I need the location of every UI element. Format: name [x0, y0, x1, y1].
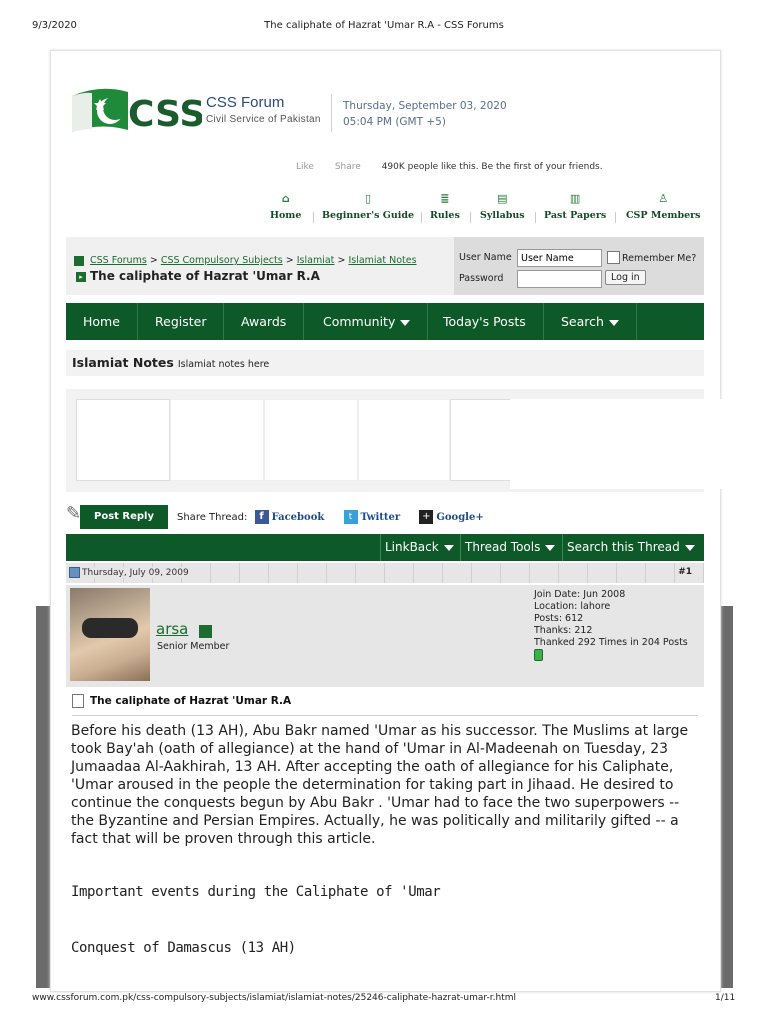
nav-home[interactable]: Home [66, 303, 138, 340]
home-icon: ⌂ [281, 192, 290, 205]
ad-slot[interactable] [170, 399, 264, 481]
ad-slot[interactable] [264, 399, 358, 481]
print-page-number: 1/11 [715, 993, 736, 1003]
forum-subtitle: Islamiat notes here [177, 359, 270, 370]
post-number[interactable]: #1 [678, 567, 692, 577]
password-input[interactable] [517, 270, 602, 288]
post-heading-damascus: Conquest of Damascus (13 AH) [71, 940, 296, 956]
list-icon: ≣ [440, 192, 450, 205]
logo-title: CSS Forum [206, 94, 285, 111]
print-title: The caliphate of Hazrat 'Umar R.A - CSS Forums [264, 20, 504, 31]
nav-register[interactable]: Register [138, 303, 224, 340]
password-label: Password [459, 273, 504, 284]
post-icon [69, 567, 80, 578]
top-nav-beginners-guide[interactable]: ▯ Beginner's Guide [322, 192, 415, 221]
like-count-text: 490K people like this. Be the first of your friends. [381, 162, 603, 172]
ad-slot[interactable] [76, 399, 170, 481]
breadcrumb-compulsory-subjects[interactable]: CSS Compulsory Subjects [160, 255, 283, 266]
linkback-menu[interactable]: LinkBack [380, 534, 458, 561]
facebook-icon: f [255, 510, 269, 524]
breadcrumb-css-forums[interactable]: CSS Forums [90, 255, 147, 266]
page-side-bar-left [36, 606, 50, 988]
username-link[interactable]: arsa [156, 620, 189, 638]
top-nav-syllabus[interactable]: ▤ Syllabus [480, 192, 525, 221]
logo-subtitle: Civil Service of Pakistan [206, 114, 321, 125]
chevron-down-icon [609, 320, 619, 326]
top-nav-home[interactable]: ⌂ Home [270, 192, 302, 221]
share-google[interactable]: Google+ [436, 511, 484, 523]
chevron-down-icon [685, 545, 695, 551]
share-thread [177, 510, 484, 524]
user-stats: Join Date: Jun 2008 Location: lahore Posts: 612 Thanks: 212 Thanked 292 Times in 204 Posts [534, 589, 688, 665]
chevron-down-icon [545, 545, 555, 551]
thread-arrow-icon: ▸ [76, 272, 86, 282]
post-reply-button[interactable]: Post Reply ✎ [66, 503, 170, 531]
login-button[interactable]: Log in [605, 270, 646, 285]
share-label: Share Thread: [177, 511, 248, 523]
ad-overlay [510, 399, 768, 489]
post-title: The caliphate of Hazrat 'Umar R.A [72, 694, 291, 708]
post-user-info [66, 585, 704, 687]
header-divider [331, 94, 332, 132]
main-nav [66, 303, 704, 340]
remember-label: Remember Me? [622, 253, 697, 264]
thread-title: ▸ The caliphate of Hazrat 'Umar R.A [76, 269, 320, 283]
forum-title: Islamiat Notes [72, 355, 174, 370]
post-divider [72, 715, 698, 716]
thread-tools-menu[interactable]: Thread Tools [460, 534, 559, 561]
nav-search[interactable]: Search [544, 303, 637, 340]
nav-awards[interactable]: Awards [224, 303, 304, 340]
online-status-icon [199, 625, 212, 638]
book-icon: ▯ [365, 192, 372, 205]
print-date: 9/3/2020 [32, 20, 77, 31]
breadcrumb [66, 237, 454, 295]
username-input[interactable] [517, 249, 602, 267]
google-plus-icon: + [419, 510, 433, 524]
breadcrumb-islamiat[interactable]: Islamiat [296, 255, 335, 266]
breadcrumb-islamiat-notes[interactable]: Islamiat Notes [348, 255, 417, 266]
chevron-down-icon [444, 545, 454, 551]
login-form [454, 237, 704, 295]
top-nav-past-papers[interactable]: ▥ Past Papers [544, 192, 607, 221]
share-facebook[interactable]: Facebook [271, 511, 325, 523]
user-role: Senior Member [157, 641, 230, 652]
remember-checkbox[interactable] [607, 251, 620, 264]
nav-todays-posts[interactable]: Today's Posts [426, 303, 544, 340]
breadcrumb-links: CSS Forums > CSS Compulsory Subjects > Islamiat > Islamiat Notes [74, 255, 417, 266]
site-logo[interactable] [70, 82, 325, 136]
avatar[interactable] [70, 588, 150, 681]
svg-text:CSS: CSS [128, 94, 202, 135]
post-heading-events: Important events during the Caliphate of 'Umar [71, 884, 441, 900]
username-label: User Name [459, 252, 512, 263]
forum-home-icon [74, 256, 84, 266]
page-side-bar-right [719, 606, 733, 988]
twitter-icon: t [344, 510, 358, 524]
ad-slot[interactable] [358, 399, 450, 481]
papers-icon: ▥ [569, 192, 581, 205]
like-button[interactable]: Like [296, 162, 314, 172]
header-date: Thursday, September 03, 2020 [343, 100, 507, 112]
document-icon: ▤ [497, 192, 508, 205]
share-twitter[interactable]: Twitter [360, 511, 401, 523]
top-nav-rules[interactable]: ≣ Rules [430, 192, 460, 221]
person-icon: ♙ [658, 192, 669, 205]
top-nav-csp-members[interactable]: ♙ CSP Members [626, 192, 701, 221]
post-body: Before his death (13 AH), Abu Bakr named 'Umar as his successor. The Muslims at large took Bay'ah (oath of allegiance) at the hand of 'Umar in Al-Madeenah on Tuesday, 23 Jumaadaa Al-Aakhirah, 13 AH. After accepting the oath of allegiance for his Caliphate, 'Umar aroused in the people the determination for taking part in Jihaad. He desired to continue the conquests begun by Abu Bakr . 'Umar had to face the two superpowers -- the Byzantine and Persian Empires. Actually, he was politically and militarily gifted -- a fact that will be proven through this article. [71, 723, 689, 847]
share-button[interactable]: Share [334, 162, 361, 172]
nav-community[interactable]: Community [306, 303, 428, 340]
thread-tools-bar [66, 534, 704, 561]
post-header [66, 563, 704, 583]
print-url: www.cssforum.com.pk/css-compulsory-subjects/islamiat/islamiat-notes/25246-caliphate-hazrat-umar-r.html [32, 993, 516, 1003]
css-flag-logo-icon [70, 82, 202, 136]
reputation-icon [534, 649, 543, 661]
chevron-down-icon [400, 320, 410, 326]
document-icon [72, 694, 84, 708]
post-date: Thursday, July 09, 2009 [69, 567, 193, 578]
pencil-icon: ✎ [66, 503, 82, 524]
header-time: 05:04 PM (GMT +5) [343, 116, 446, 128]
header-datetime [343, 98, 507, 130]
top-nav [262, 192, 707, 228]
forum-header [66, 350, 704, 376]
facebook-like-row [296, 162, 603, 172]
search-thread-menu[interactable]: Search this Thread [562, 534, 699, 561]
